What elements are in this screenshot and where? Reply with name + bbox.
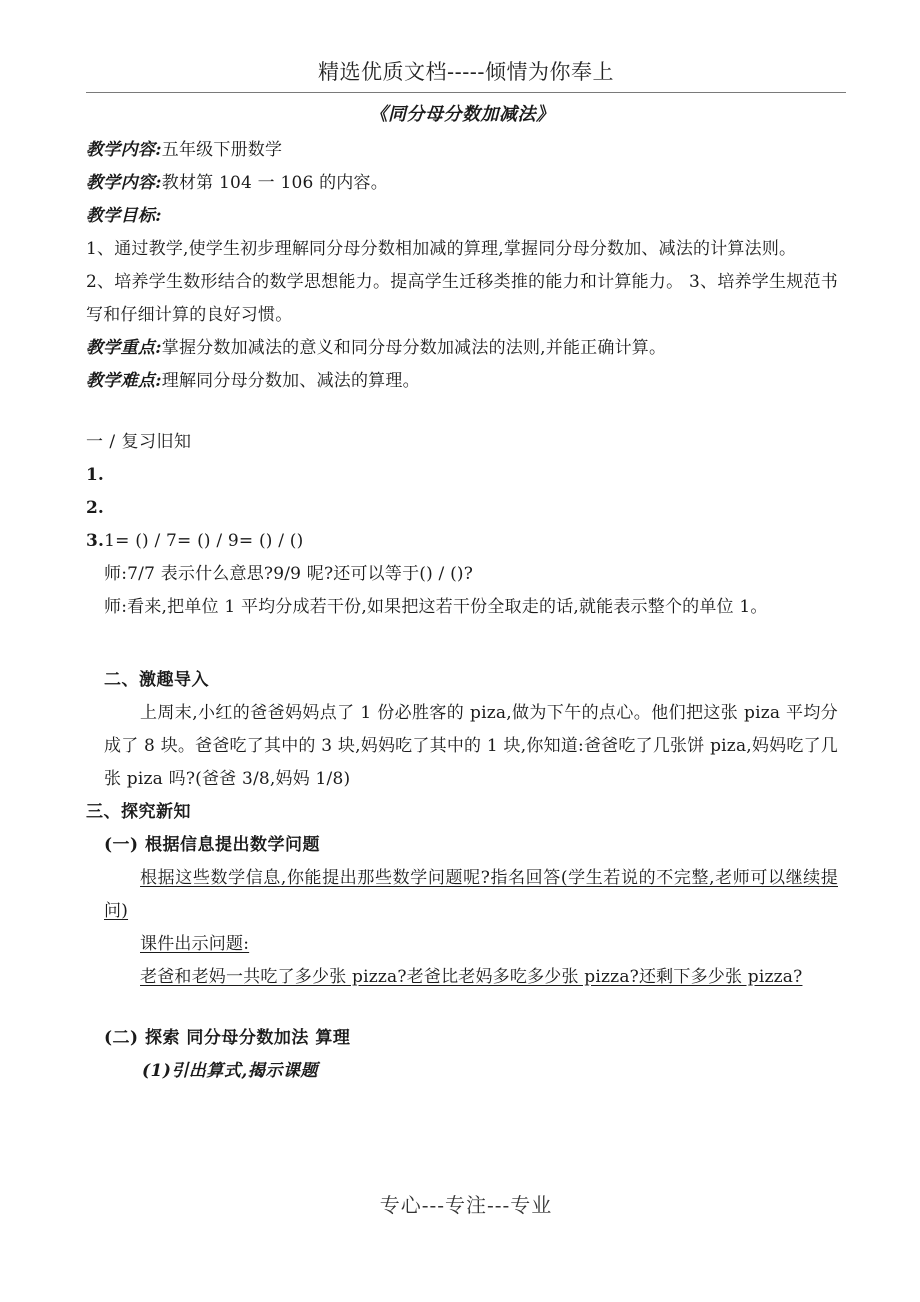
sub-one-underlined-1-text: 根据这些数学信息,你能提出那些数学问题呢?指名回答(学生若说的不完整,老师可以继续提问) [104,868,838,921]
review-item-3-text: 1= () / 7= () / 9= () / () [104,531,304,551]
meta-value-textbook: 教材第 104 一 106 的内容。 [161,173,388,193]
review-item-2: 2. [86,498,104,518]
meta-label-grade: 教学内容: [86,140,162,160]
section-three-sub-one-heading: (一) 根据信息提出数学问题 [104,835,321,855]
meta-value-grade: 五年级下册数学 [161,140,283,160]
header-text: 精选优质文档-----倾情为你奉上 [318,60,614,84]
section-three-heading: 三、探究新知 [86,802,191,822]
page-title: 《同分母分数加减法》 [369,104,555,125]
difficulty-row [86,365,838,398]
section-three-sub-two-heading: (二) 探索 同分母分数加法 算理 [104,1028,351,1048]
footer-text: 专心---专注---专业 [379,1193,553,1217]
key-point-value: 掌握分数加减法的意义和同分母分数加减法的法则,并能正确计算。 [161,338,667,358]
sub-one-underlined-3-text: 老爸和老妈一共吃了多少张 pizza?老爸比老妈多吃多少张 pizza?还剩下多少张 pizza? [140,967,803,987]
review-item-3 [86,525,838,558]
review-item-3-number: 3. [86,531,105,551]
meta-row-content-grade [86,134,838,167]
objective-item-2: 2、培养学生数形结合的数学思想能力。提高学生迁移类推的能力和计算能力。 3、培养学生规范书写和仔细计算的良好习惯。 [86,272,838,325]
meta-label-textbook: 教学内容: [86,173,162,193]
document-footer [86,1190,846,1220]
sub-one-underlined-2 [86,928,838,961]
difficulty-label: 教学难点: [86,371,162,391]
objectives-label-row [86,200,838,233]
objectives-label: 教学目标: [86,206,162,226]
section-two-paragraph: 上周末,小红的爸爸妈妈点了 1 份必胜客的 piza,做为下午的点心。他们把这张 piza 平均分成了 8 块。爸爸吃了其中的 3 块,妈妈吃了其中的 1 块,你知道:爸爸吃了几张饼 piza,妈妈吃了几张 piza 吗?(爸爸 3/8,妈妈 1/8) [104,703,838,789]
document-header [86,58,846,86]
key-point-row [86,332,838,365]
review-item-1: 1. [86,465,104,485]
objective-item-1: 1、通过教学,使学生初步理解同分母分数相加减的算理,掌握同分母分数加、减法的计算法则。 [86,239,797,259]
section-three-sub-two-step-1: (1)引出算式,揭示课题 [142,1061,318,1081]
sub-one-underlined-1 [86,862,838,928]
document-body [86,100,838,1088]
header-divider [86,92,846,93]
section-two-heading: 二、激趣导入 [104,670,209,690]
meta-row-content-textbook [86,167,838,200]
teacher-question-1: 师:7/7 表示什么意思?9/9 呢?还可以等于() / ()? [104,564,474,584]
section-one-heading: 一 / 复习旧知 [86,432,192,452]
spacer-before-sub-two [86,994,838,1022]
spacer-before-section-one [86,398,838,426]
teacher-question-2: 师:看来,把单位 1 平均分成若干份,如果把这若干份全取走的话,就能表示整个的单位 1。 [104,597,768,617]
spacer-before-section-two [86,624,838,664]
sub-one-underlined-3 [86,961,838,994]
sub-one-underlined-2-text: 课件出示问题: [140,934,250,954]
key-point-label: 教学重点: [86,338,162,358]
difficulty-value: 理解同分母分数加、减法的算理。 [161,371,420,391]
